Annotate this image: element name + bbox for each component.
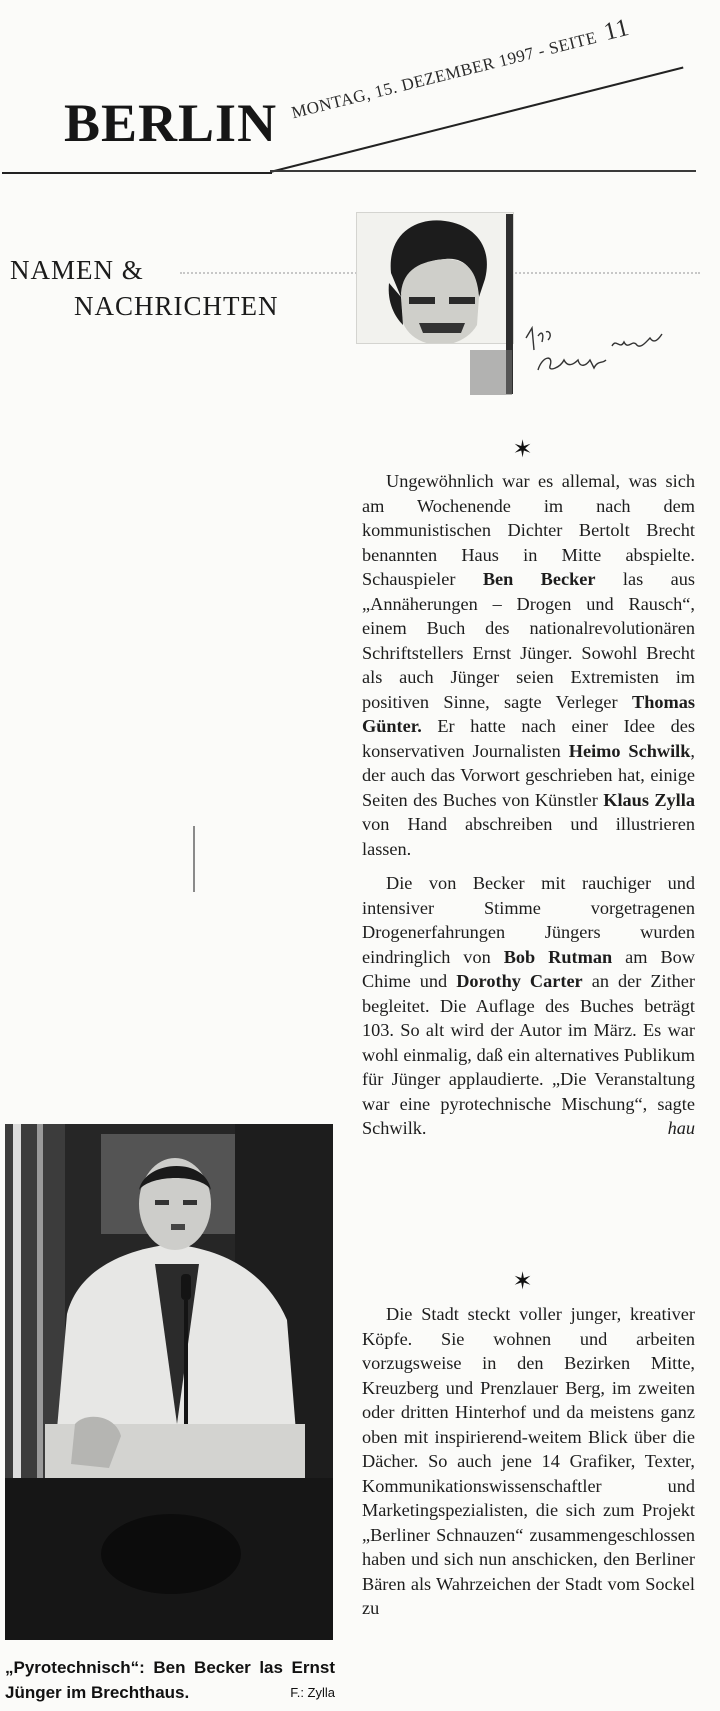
separator-star-1: ✶ xyxy=(512,437,533,463)
masthead-rule-slant xyxy=(270,66,683,172)
text-run: Die Stadt steckt voller junger, kreativer Köpfe. Sie wohnen und arbeiten vorzugsweise in den Bezirken Mitte, Kreuzberg und Prenzlauer Berg, im zweiten oder dritten Hinterhof und da meistens ganz oben mit inspirierend-weitem Blick über die Dächer. So auch jene 14 Grafiker, Texter, Kommunikationswissenschaftler und Marketingspezialisten, die sich zum Projekt „Berliner Schnauzen“ zusammengeschlossen haben und sich nun anschicken, den Berliner Bären als Wahrzeichen der Stadt vom Sockel zu xyxy=(362,1304,695,1618)
article-column-bottom xyxy=(362,1302,695,1621)
page-number: 11 xyxy=(601,13,633,47)
text-run: Er hatte nach einer Idee des konservativen Journalisten xyxy=(362,716,695,761)
text-run: am Bow Chime und xyxy=(362,946,695,991)
portrait-smudge xyxy=(470,350,512,395)
section-heading xyxy=(10,252,279,324)
bold-name: Klaus Zylla xyxy=(603,789,695,810)
bold-name: Heimo Schwilk xyxy=(568,740,691,761)
article-column-top xyxy=(362,469,695,1141)
text-run: an der Zither begleitet. Die Auflage des Buches beträgt 103. So alt wird der Autor im März. Es war wohl einmalig, daß ein alternatives Publikum für Jünger applaudierte. „Die Veranstaltung war eine pyrotechnische Mischung“, sagte Schwilk. xyxy=(362,971,696,1138)
text-run: Die von Becker mit rauchiger und intensiver Stimme vorgetragenen Drogenerfahrungen Jüngers wurden eindringlich von xyxy=(362,873,695,967)
dateline-text: MONTAG, 15. DEZEMBER 1997 - SEITE xyxy=(289,27,599,123)
separator-star-2: ✶ xyxy=(512,1269,533,1295)
columnist-portrait xyxy=(356,212,514,344)
bold-name: Bob Rutman xyxy=(503,946,613,967)
dateline xyxy=(288,0,702,125)
masthead-rule-right xyxy=(270,170,696,172)
article-paragraph-2 xyxy=(362,871,695,1141)
article-paragraph-3 xyxy=(362,1302,695,1621)
columnist-signature xyxy=(520,320,680,395)
bold-name: Ben Becker xyxy=(482,569,596,589)
masthead-title: BERLIN xyxy=(64,93,278,153)
bold-name: Dorothy Carter xyxy=(456,971,583,991)
masthead-rule-left xyxy=(2,172,272,174)
columnist-face-image xyxy=(357,213,513,343)
author-initials: hau xyxy=(667,1118,695,1138)
photo-credit: F.: Zylla xyxy=(290,1685,335,1700)
text-run: , der auch das Vorwort geschrieben hat, einige Seiten des Buches von Künstler xyxy=(362,740,695,810)
photo-caption-text: „Pyrotechnisch“: Ben Becker las Ernst Jünger im Brechthaus. xyxy=(5,1658,335,1702)
text-run: von Hand abschreiben und illustrieren lassen. xyxy=(362,814,695,859)
scan-mark xyxy=(193,826,195,892)
signature-handwriting xyxy=(520,320,680,390)
text-run: Ungewöhnlich war es allemal, was sich am Wochenende im nach dem kommunistischen Dichter Bertolt Brecht benannten Haus in Mitte abspielte. Schauspieler xyxy=(362,471,695,589)
photo-caption xyxy=(5,1655,335,1705)
event-photo xyxy=(5,1124,333,1640)
photo-image xyxy=(5,1124,333,1640)
section-heading-line2: NACHRICHTEN xyxy=(74,291,279,321)
text-run: las aus „Annäherungen – Drogen und Rausch“, einem Buch des nationalrevolutionären Schriftstellers Ernst Jünger. Sowohl Brecht als auch Jünger seien Extremisten im positiven Sinne, sagte Verleger xyxy=(362,569,695,712)
article-paragraph-1 xyxy=(362,469,695,861)
bold-name: Thomas Günter. xyxy=(362,691,695,736)
section-heading-line1: NAMEN & xyxy=(10,255,144,285)
